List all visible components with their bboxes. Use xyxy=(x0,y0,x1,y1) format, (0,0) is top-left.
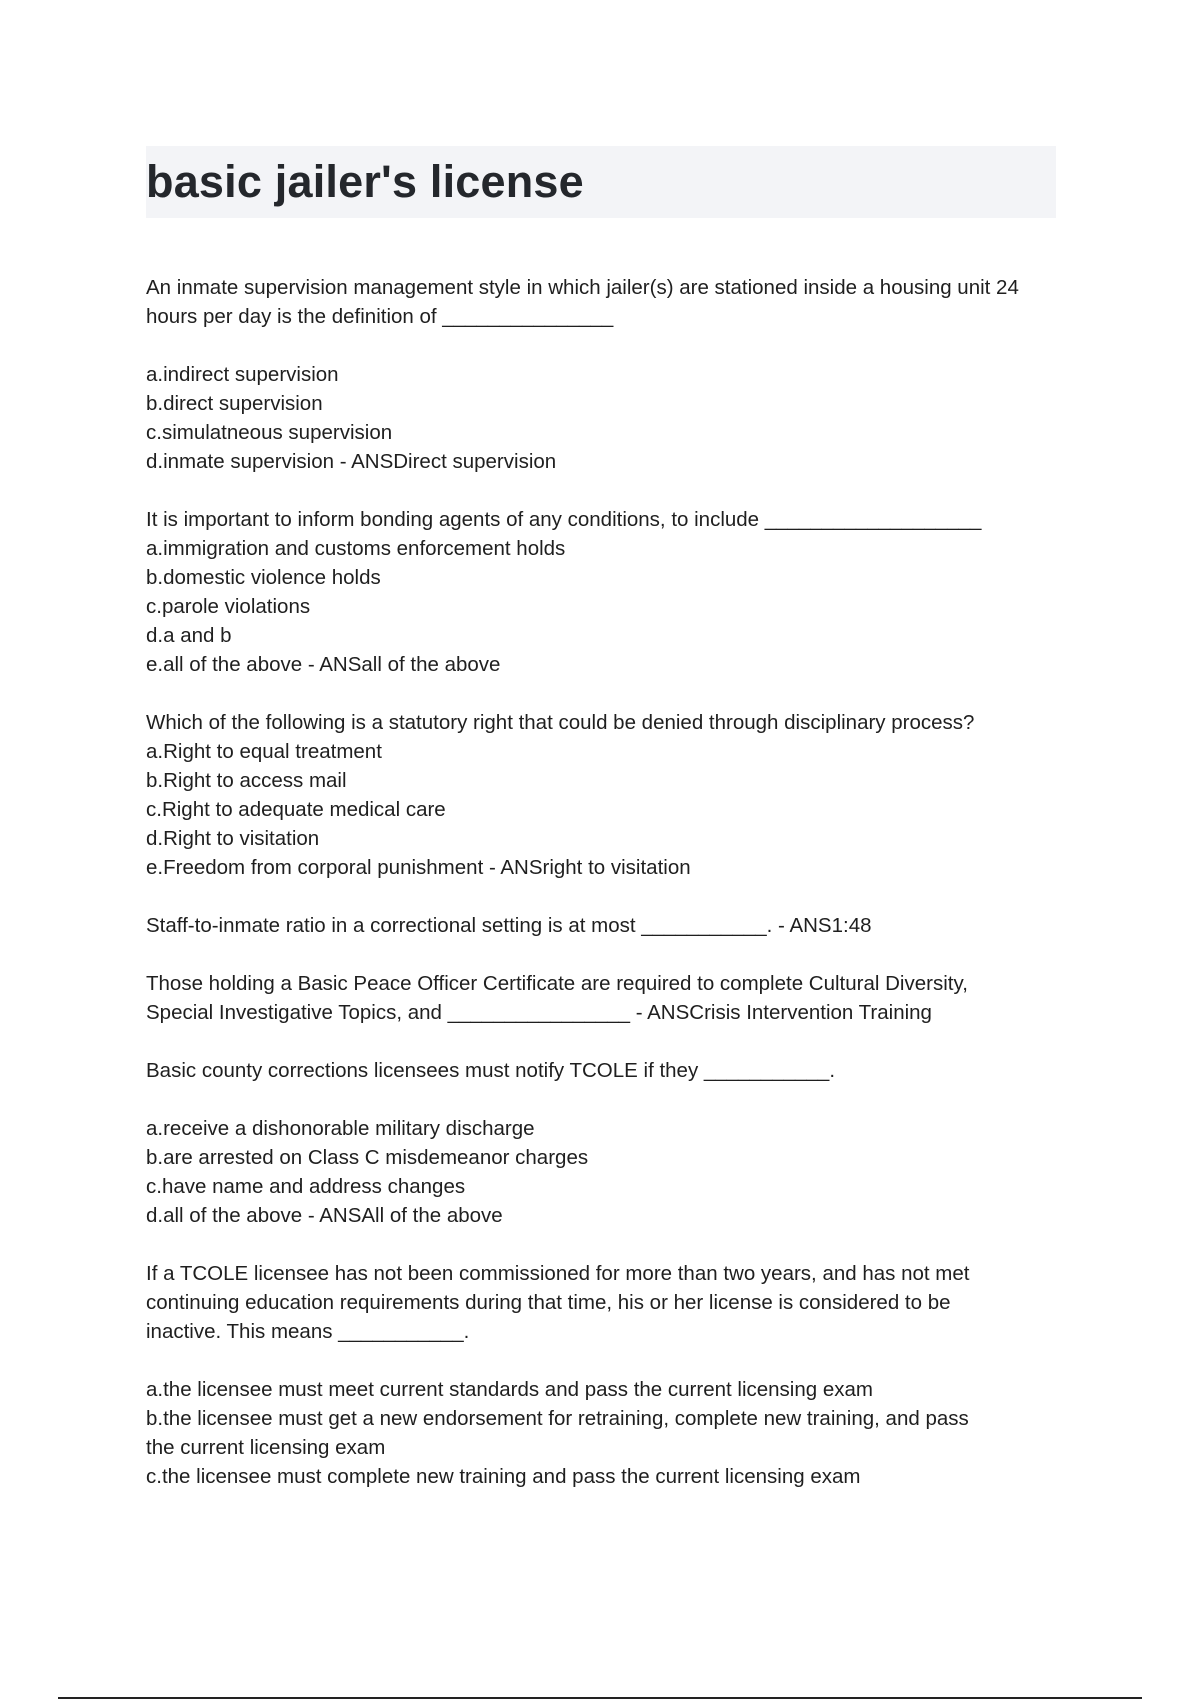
question-block xyxy=(146,273,1056,331)
option-line: d.Right to visitation xyxy=(146,827,320,850)
question-text: continuing education requirements during that time, his or her license is considered to be xyxy=(146,1291,951,1314)
page-bottom-divider xyxy=(58,1697,1142,1699)
answer-options xyxy=(146,360,1056,476)
document-body xyxy=(146,273,1056,1491)
question-block xyxy=(146,505,1056,679)
question-text: Staff-to-inmate ratio in a correctional setting is at most ___________. - ANS1:48 xyxy=(146,914,872,937)
answer-options xyxy=(146,1114,1056,1230)
option-line: d.a and b xyxy=(146,624,232,647)
option-line: a.Right to equal treatment xyxy=(146,740,382,763)
option-line: c.Right to adequate medical care xyxy=(146,798,446,821)
option-line: b.Right to access mail xyxy=(146,769,347,792)
option-line: b.are arrested on Class C misdemeanor charges xyxy=(146,1146,589,1169)
option-line: a.immigration and customs enforcement holds xyxy=(146,537,566,560)
question-block xyxy=(146,708,1056,882)
option-line: e.all of the above - ANSall of the above xyxy=(146,653,501,676)
question-text: An inmate supervision management style in which jailer(s) are stationed inside a housing unit 24 hours per day is the definition of _______________ xyxy=(146,276,1025,328)
answer-options xyxy=(146,1375,1056,1491)
question-block xyxy=(146,911,1056,940)
option-line: e.Freedom from corporal punishment - ANSright to visitation xyxy=(146,856,691,879)
question-text: If a TCOLE licensee has not been commissioned for more than two years, and has not met xyxy=(146,1262,970,1285)
option-line: a.indirect supervision xyxy=(146,363,339,386)
option-line: the current licensing exam xyxy=(146,1436,386,1459)
question-text: Basic county corrections licensees must notify TCOLE if they ___________. xyxy=(146,1059,836,1082)
option-line: c.have name and address changes xyxy=(146,1175,466,1198)
option-line: b.direct supervision xyxy=(146,392,323,415)
title-band xyxy=(146,146,1056,218)
option-line: a.the licensee must meet current standards and pass the current licensing exam xyxy=(146,1378,873,1401)
question-text: Special Investigative Topics, and ________________ - ANSCrisis Intervention Training xyxy=(146,1001,932,1024)
option-line: b.domestic violence holds xyxy=(146,566,381,589)
question-text: inactive. This means ___________. xyxy=(146,1320,470,1343)
document-page xyxy=(146,146,1056,1520)
option-line: c.parole violations xyxy=(146,595,311,618)
page-title: basic jailer's license xyxy=(146,156,584,207)
question-block xyxy=(146,969,1056,1027)
question-block xyxy=(146,1259,1056,1346)
option-line: d.all of the above - ANSAll of the above xyxy=(146,1204,503,1227)
question-text: Which of the following is a statutory right that could be denied through disciplinary process? xyxy=(146,711,975,734)
option-line: b.the licensee must get a new endorsement for retraining, complete new training, and pass xyxy=(146,1407,969,1430)
option-line: c.the licensee must complete new training and pass the current licensing exam xyxy=(146,1465,861,1488)
question-block xyxy=(146,1056,1056,1085)
option-line: c.simulatneous supervision xyxy=(146,421,393,444)
question-text: It is important to inform bonding agents of any conditions, to include ___________________ xyxy=(146,508,982,531)
option-line: a.receive a dishonorable military discharge xyxy=(146,1117,535,1140)
option-line: d.inmate supervision - ANSDirect supervision xyxy=(146,450,557,473)
question-text: Those holding a Basic Peace Officer Certificate are required to complete Cultural Diversity, xyxy=(146,972,968,995)
